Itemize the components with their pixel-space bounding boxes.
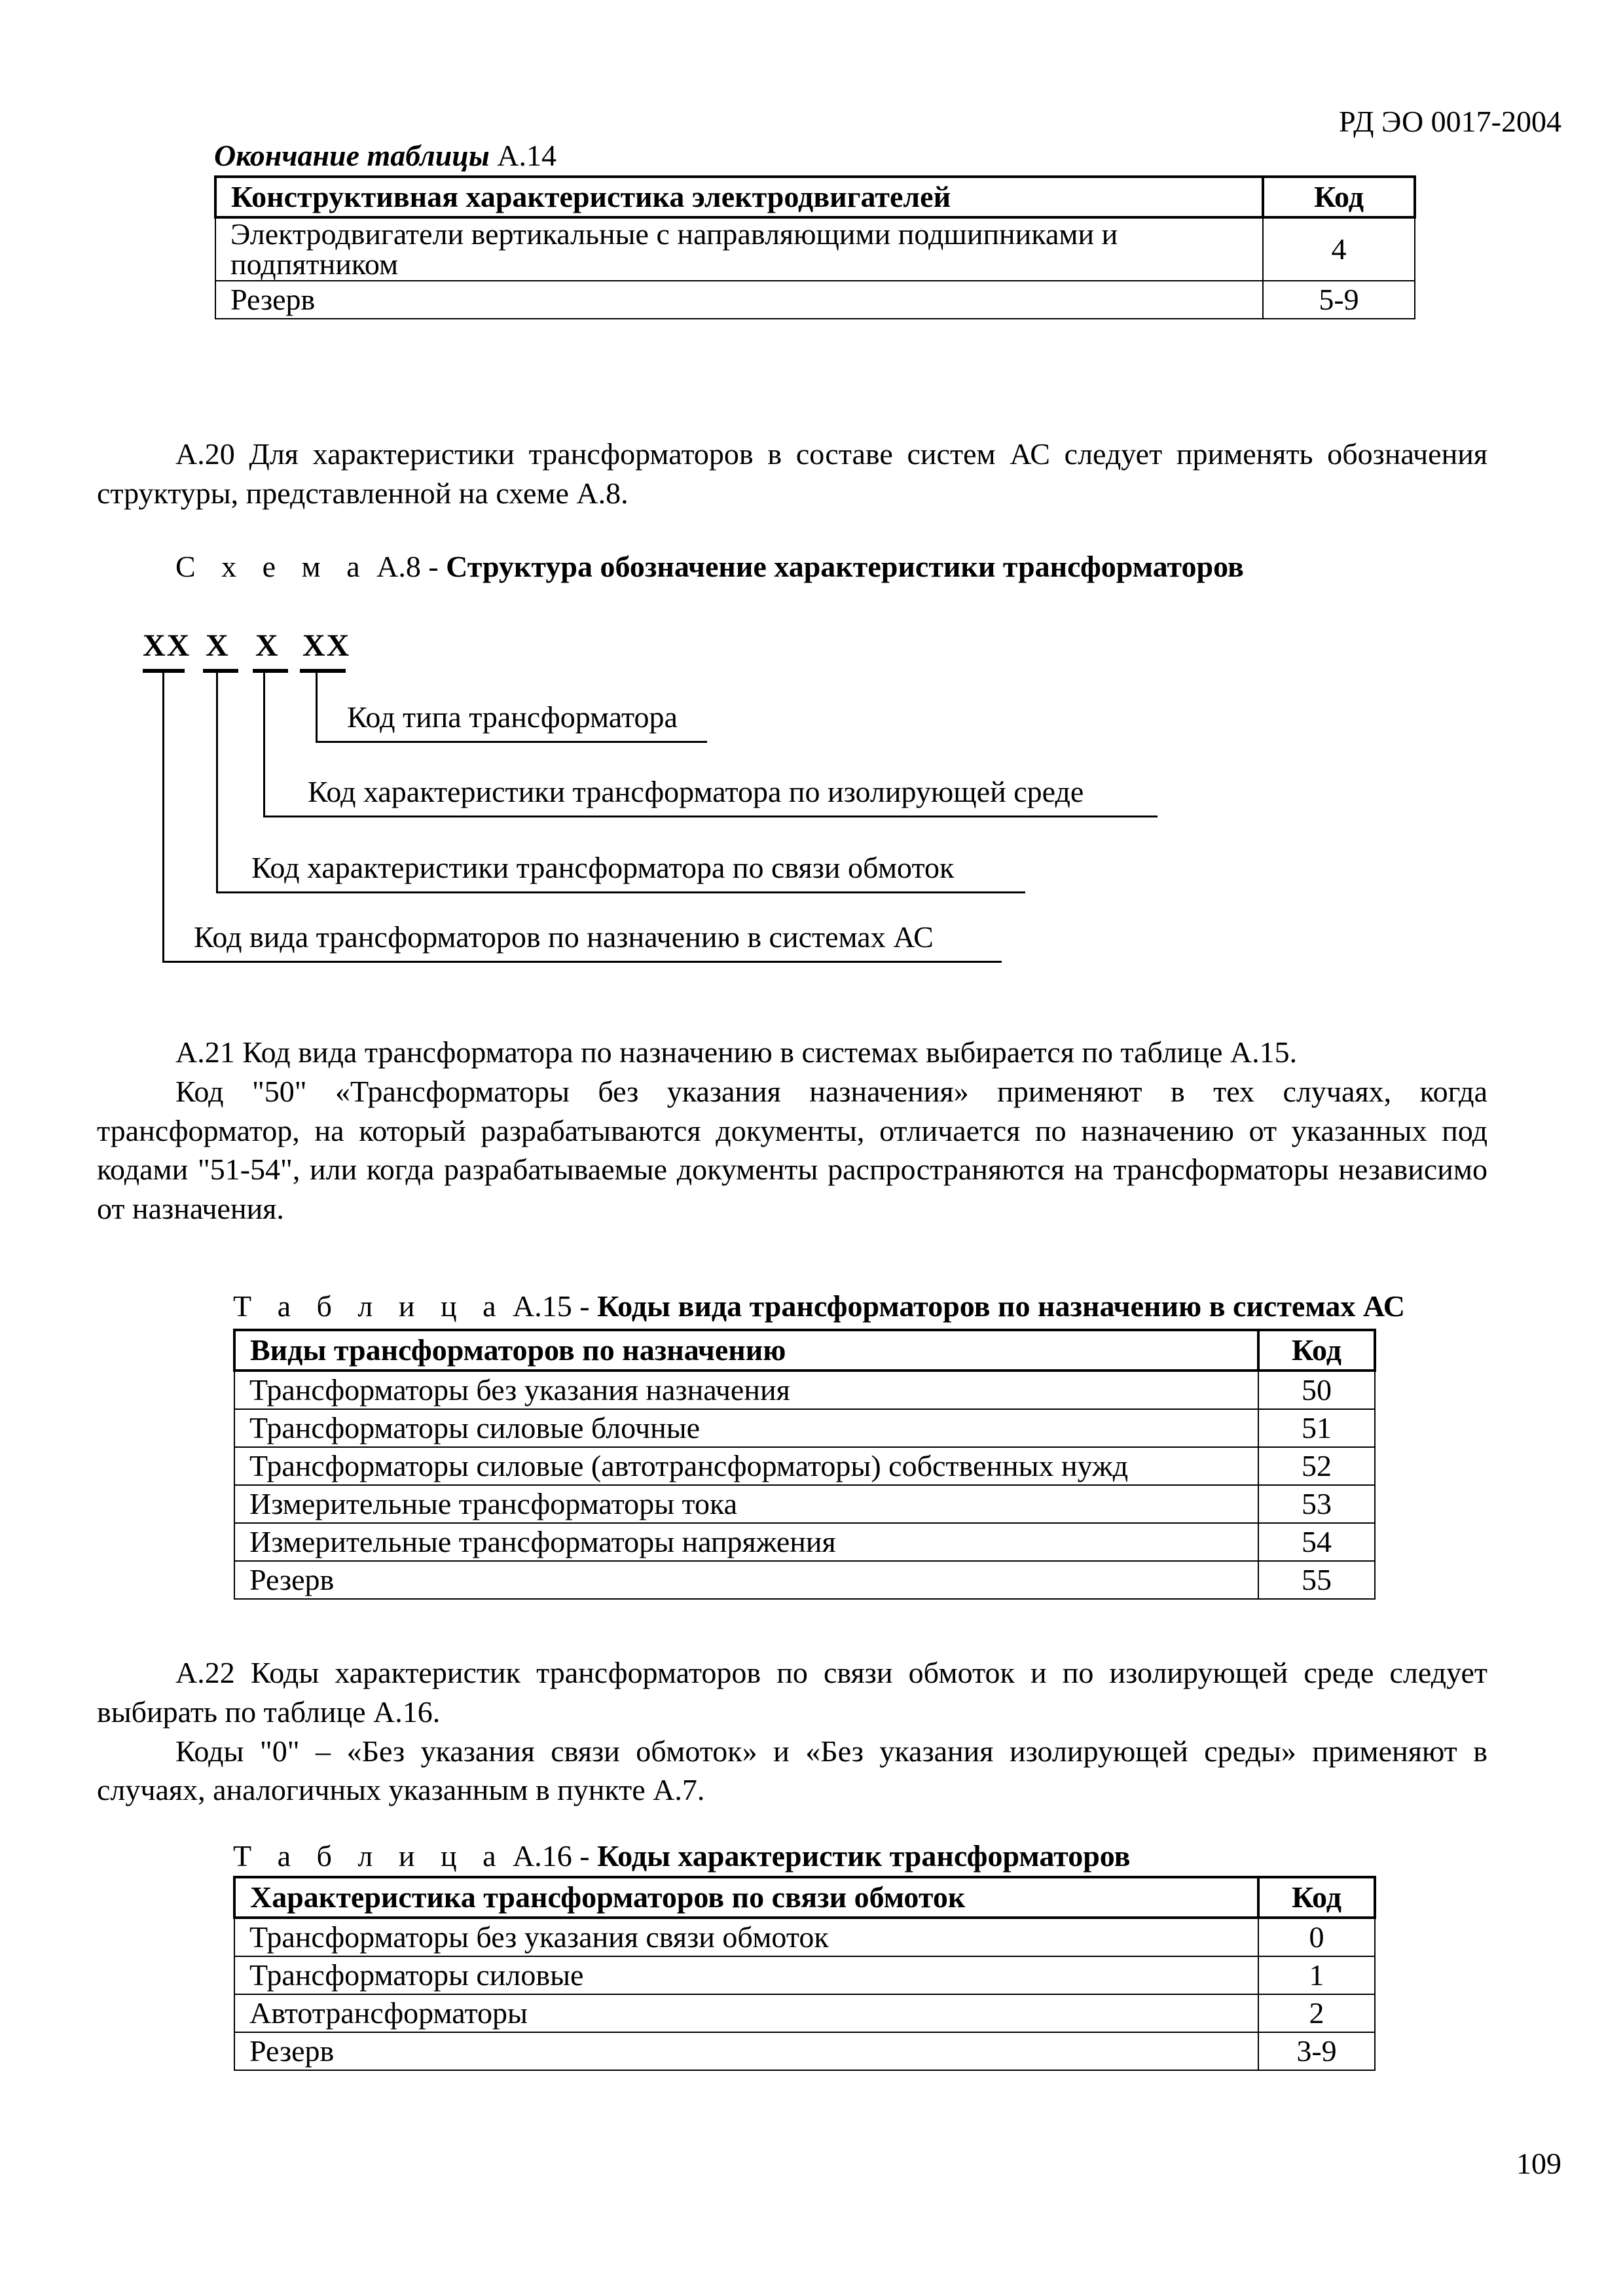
table-cell: Измерительные трансформаторы тока: [234, 1485, 1258, 1523]
scheme-code-3: Х: [255, 628, 280, 663]
table-cell-code: 53: [1258, 1485, 1375, 1523]
table-row: [234, 1409, 1375, 1447]
code-underline: [253, 669, 288, 673]
table-cell: Резерв: [234, 2032, 1258, 2070]
table-a16-caption: [233, 1837, 1130, 1876]
table-label: Т а б л и ц а: [233, 1289, 505, 1323]
column-header-code: Код: [1258, 1877, 1375, 1918]
table-row: [234, 1994, 1375, 2032]
table-row: [234, 2032, 1375, 2070]
connector-line: [162, 673, 164, 962]
table-cell-code: 3-9: [1258, 2032, 1375, 2070]
table-a15-caption: [233, 1287, 1405, 1326]
table-a15: [233, 1329, 1376, 1600]
scheme-item-label: Код характеристики трансформатора по изолирующей среде: [308, 775, 1084, 808]
table-cell-code: 51: [1258, 1409, 1375, 1447]
table-row: [234, 1447, 1375, 1485]
table-cell-code: 55: [1258, 1561, 1375, 1599]
connector-line: [263, 673, 265, 817]
scheme-code-2: Х: [206, 628, 230, 663]
table-cell: Трансформаторы силовые блочные: [234, 1409, 1258, 1447]
scheme-a8-caption: [175, 547, 1244, 586]
table-cell: Трансформаторы без указания назначения: [234, 1371, 1258, 1409]
table-cell-code: 4: [1263, 217, 1415, 281]
paragraph-text: А.20 Для характеристики трансформаторов в составе систем АС следует применять обозначения структуры, представленной на схеме А.8.: [97, 437, 1487, 510]
table-cell: Резерв: [215, 281, 1263, 319]
label-line: [316, 741, 707, 743]
scheme-code-1: ХХ: [143, 628, 191, 663]
code-underline: [300, 669, 346, 673]
table-cell: Резерв: [234, 1561, 1258, 1599]
column-header: Конструктивная характеристика электродвигателей: [215, 177, 1263, 217]
table-row: [234, 1956, 1375, 1994]
table-cell: Электродвигатели вертикальные с направляющими подшипниками и подпятником: [215, 217, 1263, 281]
scheme-code-4: ХХ: [302, 628, 351, 663]
table-title: Коды вида трансформаторов по назначению в системах АС: [597, 1289, 1406, 1323]
table-row: [234, 1918, 1375, 1956]
table-row: [234, 1485, 1375, 1523]
table-a14: [214, 175, 1416, 319]
table-label: Т а б л и ц а: [233, 1839, 505, 1873]
table-cell: Измерительные трансформаторы напряжения: [234, 1523, 1258, 1561]
paragraph-text: Коды "0" – «Без указания связи обмоток» и «Без указания изолирующей среды» применяют в случаях, аналогичных указанным в пункте А.7.: [97, 1734, 1487, 1807]
scheme-item-label: Код типа трансформатора: [347, 700, 678, 734]
table-cell: Автотрансформаторы: [234, 1994, 1258, 2032]
table-cell: Трансформаторы без указания связи обмоток: [234, 1918, 1258, 1956]
document-code: РД ЭО 0017-2004: [1339, 105, 1561, 138]
paragraph-text: А.21 Код вида трансформатора по назначению в системах выбирается по таблице А.15.: [175, 1035, 1298, 1069]
table-header-row: [234, 1330, 1375, 1371]
table-cell-code: 52: [1258, 1447, 1375, 1485]
label-line: [263, 816, 1158, 817]
table-cell-code: 2: [1258, 1994, 1375, 2032]
table-header-row: [234, 1877, 1375, 1918]
scheme-title: Структура обозначение характеристики трансформаторов: [446, 550, 1244, 583]
table-row: [234, 1371, 1375, 1409]
column-header: Характеристика трансформаторов по связи обмоток: [234, 1877, 1258, 1918]
table-a14-caption-italic: Окончание таблицы: [214, 139, 490, 172]
code-underline: [203, 669, 238, 673]
table-cell-code: 54: [1258, 1523, 1375, 1561]
paragraph-text: А.22 Коды характеристик трансформаторов по связи обмоток и по изолирующей среде следует выбирать по таблице А.16.: [97, 1656, 1487, 1729]
table-cell-code: 5-9: [1263, 281, 1415, 319]
scheme-item-label: Код характеристики трансформатора по связи обмоток: [251, 851, 955, 884]
label-line: [216, 891, 1025, 893]
table-cell-code: 50: [1258, 1371, 1375, 1409]
connector-line: [316, 673, 318, 742]
table-cell: Трансформаторы силовые: [234, 1956, 1258, 1994]
column-header: Виды трансформаторов по назначению: [234, 1330, 1258, 1371]
table-a16: [233, 1876, 1376, 2071]
table-row: [215, 217, 1415, 281]
table-header-row: [215, 177, 1415, 217]
table-cell: Трансформаторы силовые (автотрансформаторы) собственных нужд: [234, 1447, 1258, 1485]
label-line: [162, 961, 1002, 963]
table-cell-code: 1: [1258, 1956, 1375, 1994]
table-row: [234, 1523, 1375, 1561]
table-title: Коды характеристик трансформаторов: [597, 1839, 1131, 1873]
table-number: А.16 -: [513, 1839, 590, 1873]
table-number: А.15 -: [513, 1289, 590, 1323]
column-header-code: Код: [1258, 1330, 1375, 1371]
table-a14-caption-number: А.14: [497, 139, 557, 172]
scheme-number: А.8 -: [376, 550, 439, 583]
table-a14-caption: [214, 136, 556, 175]
paragraph-text: Код "50" «Трансформаторы без указания назначения» применяют в тех случаях, когда трансформатор, на который разрабатываются документы, отличается по назначению от указанных под кодами "51-54", или когда разрабатываемые документы распространяются на трансформаторы независимо от назначения.: [97, 1074, 1487, 1226]
scheme-item-label: Код вида трансформаторов по назначению в системах АС: [194, 920, 934, 954]
table-row: [234, 1561, 1375, 1599]
scheme-label: С х е м а: [175, 550, 369, 583]
table-row: [215, 281, 1415, 319]
table-cell-code: 0: [1258, 1918, 1375, 1956]
page-number: 109: [1516, 2147, 1561, 2180]
connector-line: [216, 673, 218, 893]
paragraph-a22: [97, 1653, 1487, 1810]
paragraph-a21: [97, 1033, 1487, 1229]
paragraph-a20: [97, 435, 1487, 513]
column-header-code: Код: [1263, 177, 1415, 217]
